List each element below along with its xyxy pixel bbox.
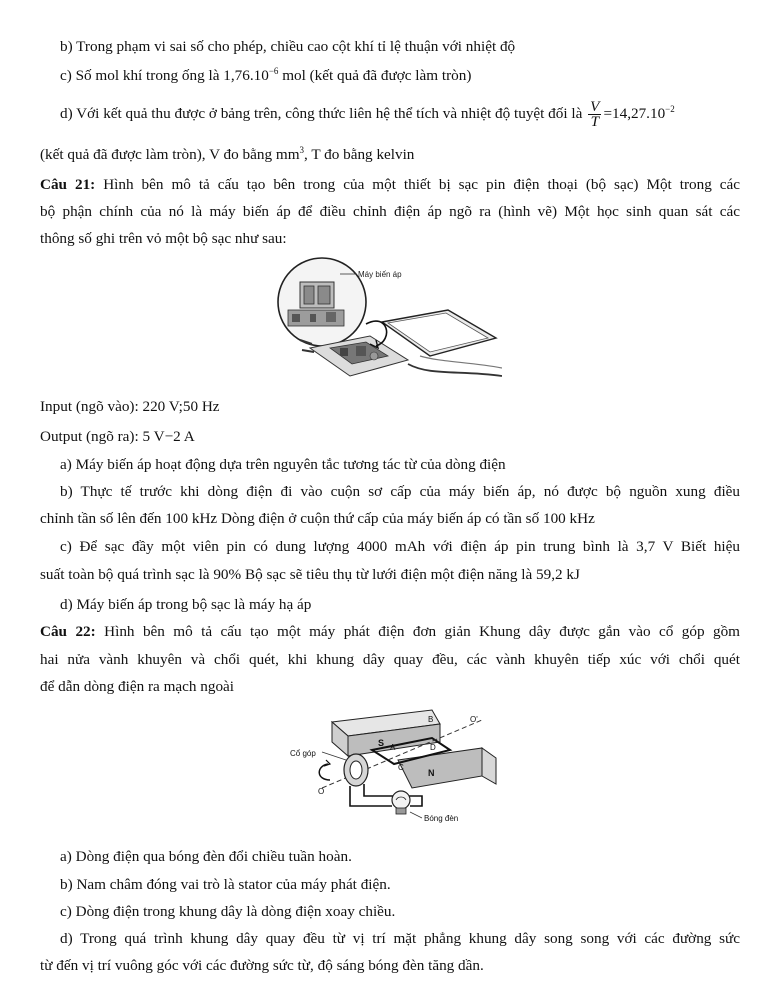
q21-option-b-line1: b) Thực tế trước khi dòng điện đi vào cuộn sơ cấp của máy biến áp, nó được bộ nguồn xung điều [60, 483, 740, 500]
q22-option-a: a) Dòng điện qua bóng đèn đổi chiều tuần hoàn. [60, 848, 352, 865]
q20-option-d [60, 100, 675, 129]
q20-d-exponent: −2 [665, 103, 675, 114]
q21-option-d: d) Máy biến áp trong bộ sạc là máy hạ áp [60, 596, 312, 613]
q21-intro-line1 [40, 176, 740, 194]
label-bong-den: Bóng đèn [424, 814, 459, 823]
q20-d-unit: mm [275, 146, 300, 163]
label-co-gop: Cổ góp [290, 749, 316, 758]
q22-option-c: c) Dòng điện trong khung dây là dòng điện xoay chiều. [60, 903, 396, 920]
label-d: D [430, 743, 436, 752]
q21-label: Câu 21: [40, 176, 96, 193]
q21-input-spec: Input (ngõ vào): 220 V;50 Hz [40, 398, 220, 415]
q21-option-b-line2: chỉnh tần số lên đến 100 kHz Dòng điện ở cuộn thứ cấp của máy biến áp có tần số 100 kHz [40, 510, 595, 527]
commutator-icon [344, 754, 368, 786]
q21-option-c-line2: suất toàn bộ quá trình sạc là 90% Bộ sạc sẽ tiêu thụ từ lưới điện một điện năng là 59,2 kJ [40, 566, 580, 583]
label-o-prime: O' [470, 715, 478, 724]
q22-option-b: b) Nam châm đóng vai trò là stator của máy phát điện. [60, 876, 391, 893]
q20-c-post: mol (kết quả đã được làm tròn) [278, 67, 472, 84]
q22-intro-line3: để dẫn dòng điện ra mạch ngoài [40, 678, 234, 695]
fraction-denominator: T [590, 113, 600, 130]
magnet-s-pole [332, 710, 440, 756]
q21-output-spec: Output (ngõ ra): 5 V−2 A [40, 428, 195, 445]
q21-intro-text1: Hình bên mô tả cấu tạo bên trong của một thiết bị sạc pin điện thoại (bộ sạc) Một trong các [95, 176, 740, 193]
magnet-n-pole [398, 748, 496, 788]
label-b: B [428, 715, 434, 724]
q20-c-exponent: −6 [268, 66, 279, 76]
q20-c-value: 1,76.10 [223, 67, 269, 84]
q21-intro-line2: bộ phận chính của nó là máy biến áp để điều chỉnh điện áp ngõ ra (hình vẽ) Một học sinh quan sát các [40, 203, 740, 220]
q21-intro-line3: thông số ghi trên vỏ một bộ sạc như sau: [40, 230, 287, 247]
label-o: O [318, 787, 325, 796]
q20-c-pre: c) Số mol khí trong ống là [60, 67, 224, 84]
q22-label: Câu 22: [40, 623, 96, 640]
light-bulb-icon [392, 791, 410, 814]
q22-option-d-line2: từ đến vị trí vuông góc với các đường sức từ, độ sáng bóng đèn tăng dần. [40, 957, 484, 974]
charger-diagram [270, 252, 502, 388]
transformer-label: Máy biến áp [358, 270, 402, 279]
q20-option-c [60, 67, 471, 85]
q20-option-d-continued [40, 146, 414, 164]
v-over-t-fraction [588, 100, 601, 129]
q20-d-value: =14,27.10 [603, 104, 666, 122]
q22-intro-line2: hai nửa vành khuyên và chổi quét, khi khung dây quay đều, các vành khuyên tiếp xúc với chổi quét [40, 651, 740, 668]
phone-icon [382, 310, 496, 356]
fraction-numerator: V [590, 98, 600, 115]
q21-option-c-line1: c) Để sạc đầy một viên pin có dung lượng 4000 mAh với điện áp pin trung bình là 3,7 V Biết hiệu [60, 538, 740, 555]
label-s: S [378, 738, 385, 748]
q22-option-d-line1: d) Trong quá trình khung dây quay đều từ vị trí mặt phẳng khung dây song song với các đường sức [60, 930, 740, 947]
q20-d-cont-post: , T đo bằng kelvin [304, 146, 415, 163]
q21-option-a: a) Máy biến áp hoạt động dựa trên nguyên tắc tương tác từ của dòng điện [60, 456, 506, 473]
q22-intro-text1: Hình bên mô tả cấu tạo một máy phát điện đơn giản Khung dây được gắn vào cổ góp gồm [95, 623, 740, 640]
q20-d-cont-pre: (kết quả đã được làm tròn), V đo bằng [40, 146, 276, 163]
label-n: N [428, 768, 435, 778]
label-a: A [390, 743, 396, 752]
generator-diagram [282, 704, 514, 840]
q20-option-b: b) Trong phạm vi sai số cho phép, chiều cao cột khí tỉ lệ thuận với nhiệt độ [60, 38, 516, 55]
q22-intro-line1 [40, 623, 740, 641]
q20-d-unit-exponent: 3 [299, 145, 305, 155]
label-c: C [398, 763, 404, 772]
q20-d-pre: d) Với kết quả thu được ở bảng trên, công thức liên hệ thể tích và nhiệt độ tuyệt đối là [60, 104, 587, 122]
